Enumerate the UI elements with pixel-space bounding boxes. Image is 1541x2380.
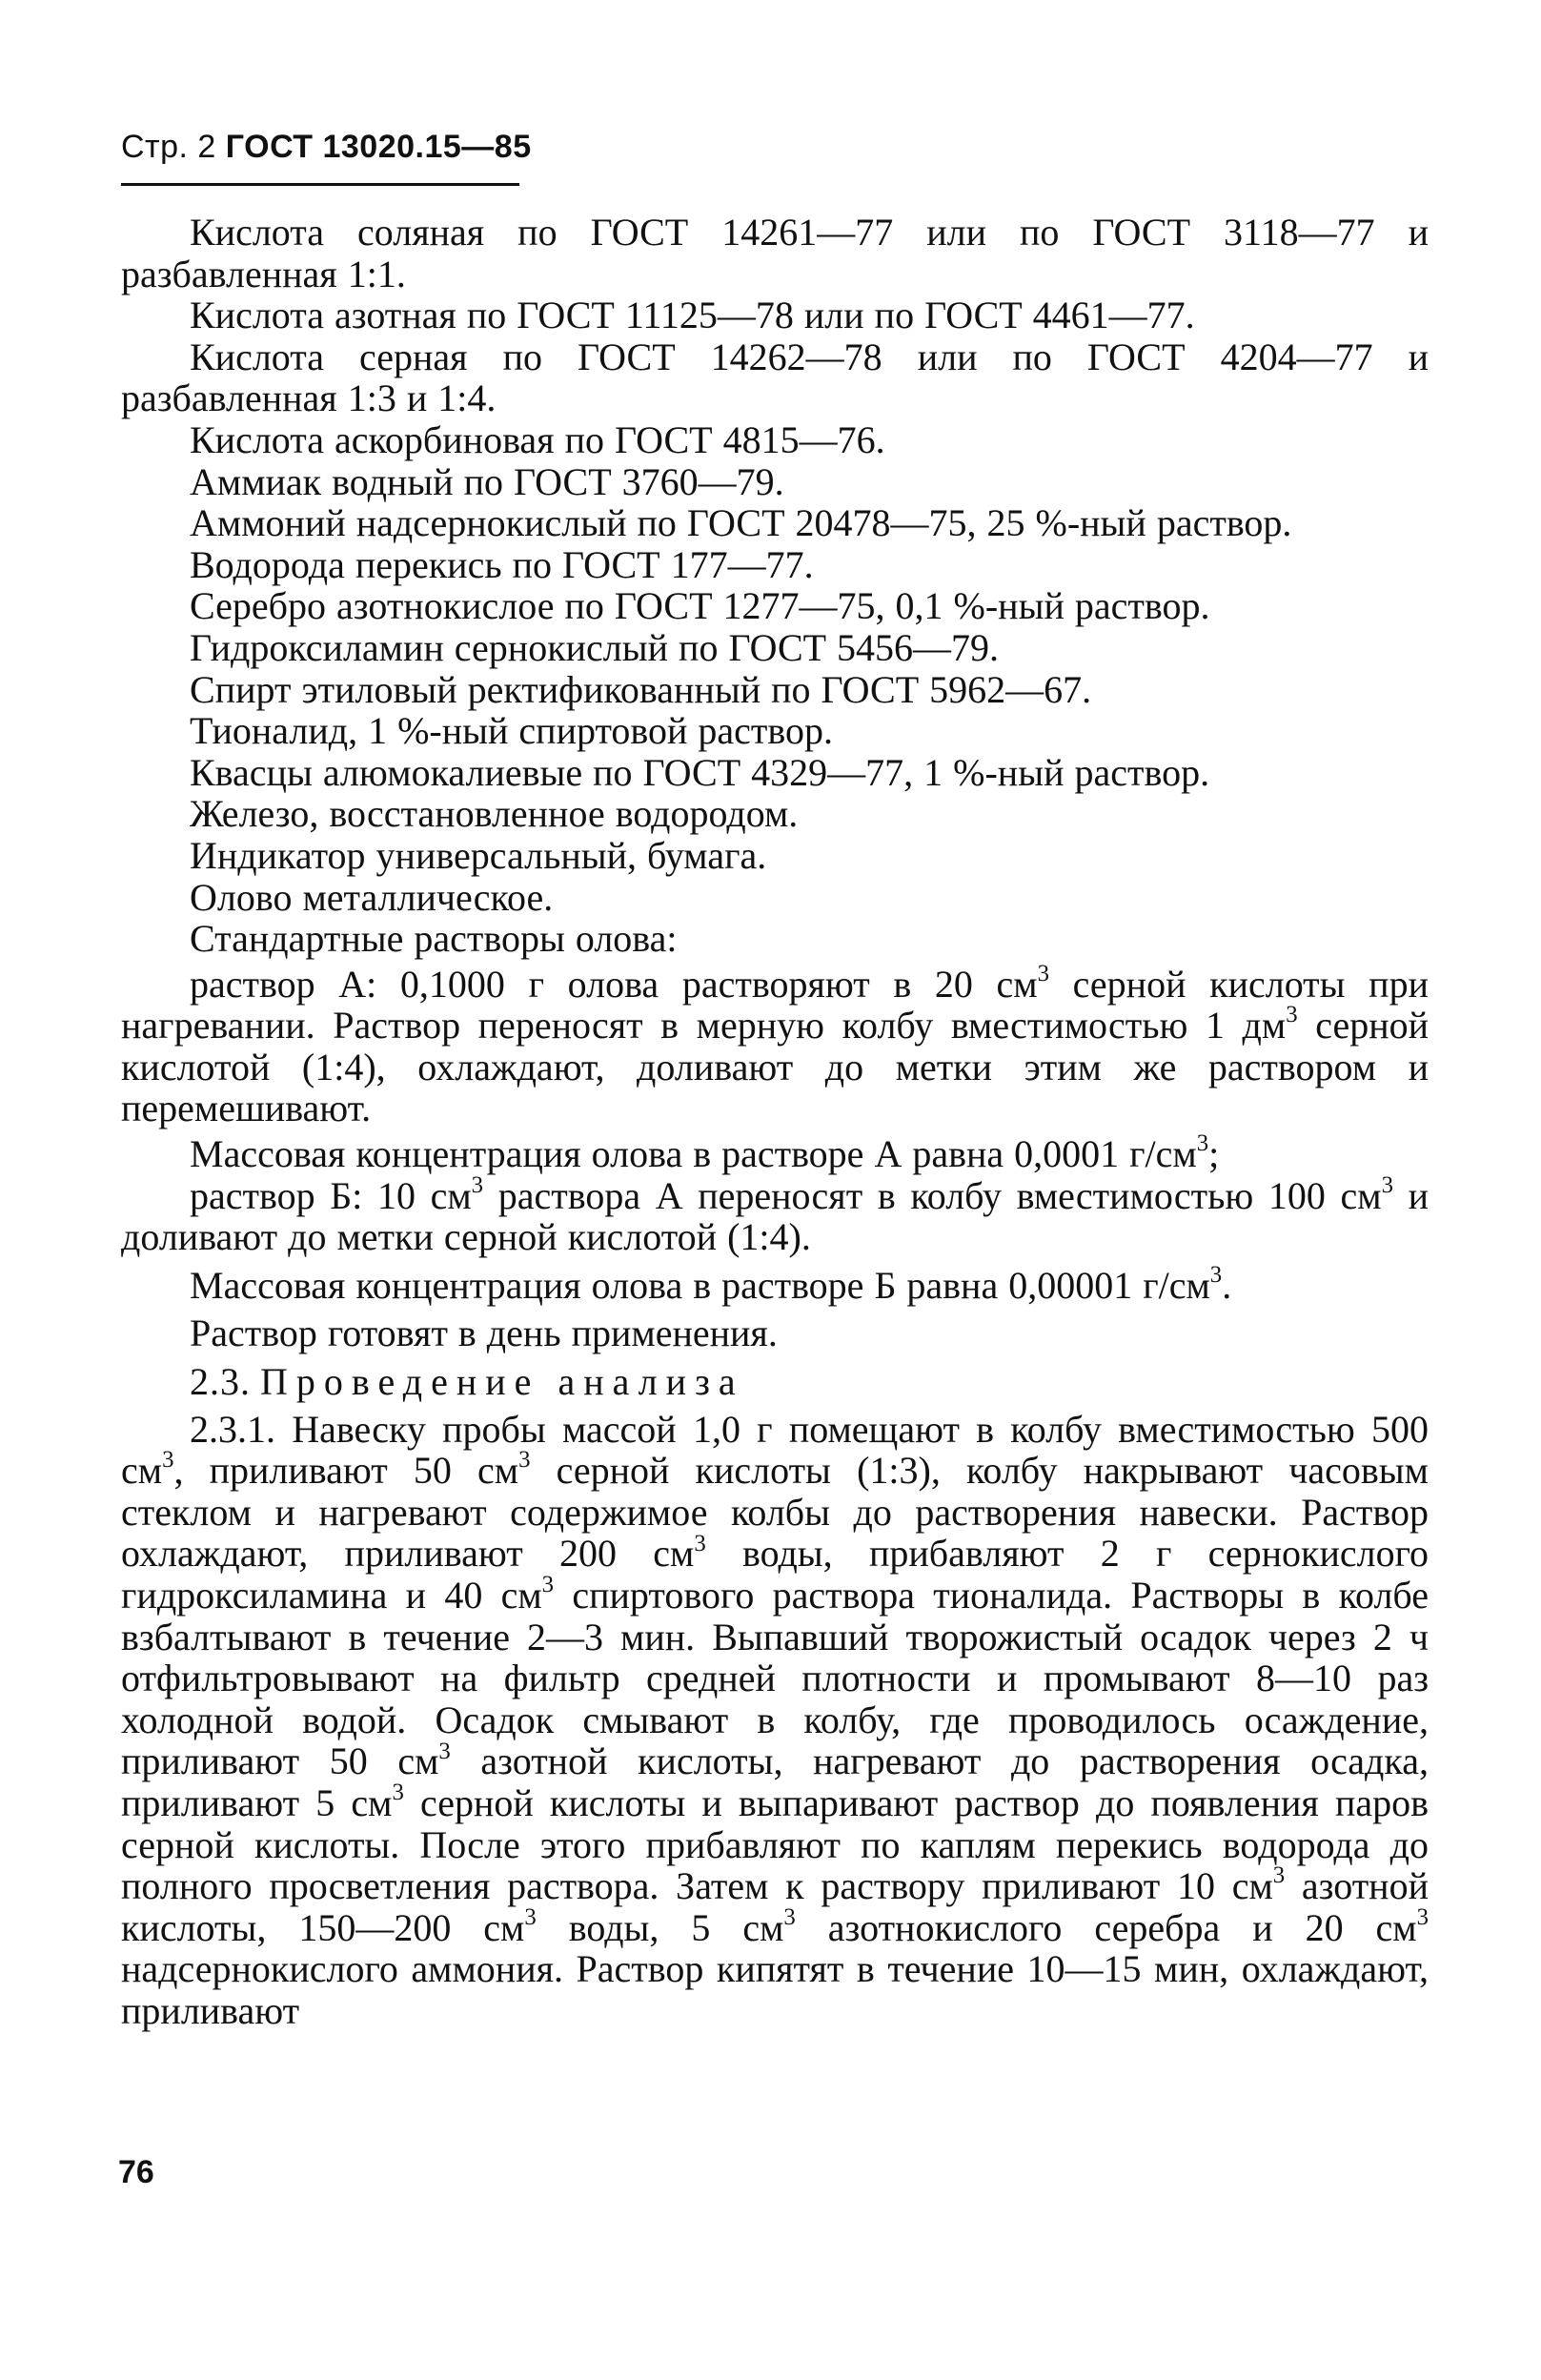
- paragraph: Кислота соляная по ГОСТ 14261—77 или по ГОСТ 3118—77 и разбавленная 1:1.: [121, 211, 1429, 295]
- paragraph: Железо, восстановленное водородом.: [190, 792, 799, 836]
- page-label: Стр. 2: [121, 129, 216, 165]
- running-head: [121, 129, 532, 166]
- paragraph: Аммиак водный по ГОСТ 3760—79.: [190, 459, 784, 503]
- paragraph: Кислота серная по ГОСТ 14262—78 или по ГОСТ 4204—77 и разбавленная 1:3 и 1:4.: [121, 335, 1429, 420]
- paragraph: Серебро азотнокислое по ГОСТ 1277—75, 0,1 %-ный раствор.: [190, 584, 1210, 628]
- paragraph: Аммоний надсернокислый по ГОСТ 20478—75, 25 %-ный раствор.: [190, 501, 1292, 545]
- paragraph: Водорода перекись по ГОСТ 177—77.: [190, 542, 814, 586]
- paragraph: Кислота азотная по ГОСТ 11125—78 или по ГОСТ 4461—77.: [190, 294, 1195, 337]
- paragraph: Массовая концентрация олова в растворе Б равна 0,00001 $г/см^3$.: [190, 1262, 1232, 1307]
- body-text: [121, 212, 1429, 2032]
- paragraph: Спирт этиловый ректификованный по ГОСТ 5962—67.: [190, 667, 1092, 711]
- section-heading: [121, 1361, 1429, 1403]
- procedure-paragraph: 2.3.1. Навеску пробы массой 1,0 г помещают в колбу вместимостью 500 $см^3$, приливают 50 $см^3$ серной кислоты (1:3), колбу накрывают часовым стеклом и нагревают содержимое колбы до растворения навески. Раствор охлаждают, приливают 200 $см^3$ воды, прибавляют 2 г сернокислого гидроксиламина и 40 $см^3$ спиртового раствора тионалида. Растворы в колбе взбалтывают в течение 2—3 мин. Выпавший творожистый осадок через 2 ч отфильтровывают на фильтр средней плотности и промывают 8—10 раз холодной водой. Осадок смывают в колбу, где проводилось осаждение, приливают 50 $см^3$ азотной кислоты, нагревают до растворения осадка, приливают 5 $см^3$ серной кислоты и выпаривают раствор до появления паров серной кислоты. После этого прибавляют по каплям перекись водорода до полного просветления раствора. Затем к раствору приливают 10 $см^3$ азотной кислоты, 150—200 $см^3$ воды, 5 $см^3$ азотнокислого серебра и 20 $см^3$ надсернокислого аммония. Раствор кипятят в течение 10—15 мин, охлаждают, приливают: [121, 1407, 1429, 2032]
- paragraph: Стандартные растворы олова:: [190, 917, 678, 961]
- paragraph: Индикатор универсальный, бумага.: [190, 833, 767, 877]
- standard-designation: ГОСТ 13020.15—85: [225, 129, 532, 165]
- section-title: Проведение анализа: [260, 1360, 744, 1404]
- paragraph: Раствор готовят в день применения.: [190, 1312, 778, 1355]
- paragraph: Кислота аскорбиновая по ГОСТ 4815—76.: [190, 417, 885, 461]
- paragraph: Гидроксиламин сернокислый по ГОСТ 5456—79.: [190, 625, 1000, 669]
- paragraph: раствор А: 0,1000 г олова растворяют в 20 $см^3$ серной кислоты при нагревании. Раствор переносят в мерную колбу вместимостью 1 $дм^3$ серной кислотой (1:4), охлаждают, доливают до метки этим же раствором и перемешивают.: [121, 960, 1429, 1130]
- header-rule: [121, 183, 519, 186]
- paragraph: Квасцы алюмокалиевые по ГОСТ 4329—77, 1 %-ный раствор.: [190, 750, 1210, 794]
- paragraph: раствор Б: 10 $см^3$ раствора А переносят в колбу вместимостью 100 $см^3$ и доливают до метки серной кислотой (1:4).: [121, 1171, 1429, 1259]
- page-number: 76: [118, 2154, 154, 2190]
- section-number: 2.3.: [190, 1360, 251, 1404]
- paragraph: Тионалид, 1 %-ный спиртовой раствор.: [190, 709, 834, 753]
- paragraph: Массовая концентрация олова в растворе А равна 0,0001 $г/см^3$;: [190, 1130, 1220, 1176]
- paragraph: Олово металлическое.: [190, 875, 554, 919]
